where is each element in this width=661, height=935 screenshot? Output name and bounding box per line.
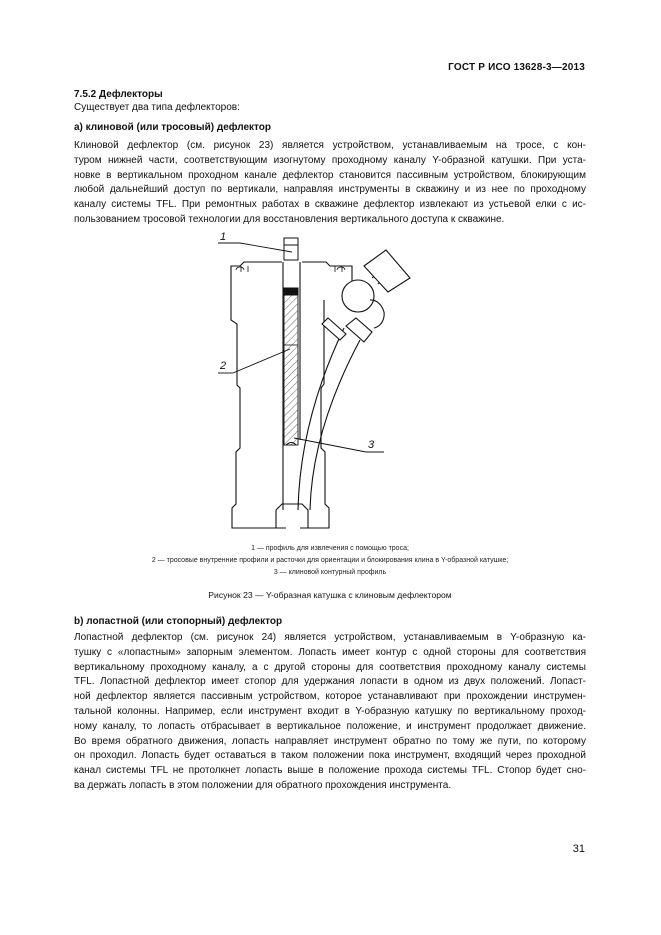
figure-legend-item: 2 — тросовые внутренние профили и расточки для ориентации и блокирования клина в Y-образной катушке; [151, 557, 509, 564]
wedge-hatched-body [284, 295, 298, 445]
subsection-b-title: b) лопастной (или стопорный) дефлектор [74, 616, 283, 627]
paragraph-line: любой дальнейший доступ по вертикали, направляя инструменты в скважину и из нее по проходному [74, 184, 586, 196]
paragraph-line: он проходил. Лопасть будет оставаться в таком положении пока инструмент, входящий через проходной [74, 750, 586, 762]
section-intro: Существует два типа дефлекторов: [74, 102, 240, 113]
paragraph-line: пользованием тросовой технологии для восстановления вертикального доступа к скважине. [74, 213, 505, 225]
subsection-a-title: а) клиновой (или тросовый) дефлектор [74, 122, 272, 133]
subsection-b-paragraph [74, 631, 586, 794]
figure-caption: Рисунок 23 — Y-образная катушка с клиновым дефлектором [208, 590, 452, 600]
callout-label: 3 [368, 439, 375, 451]
figure-legend-item: 3 — клиновой контурный профиль [273, 569, 387, 576]
standard-designation: ГОСТ Р ИСО 13628-3—2013 [448, 62, 585, 73]
paragraph-line: каналу системы TFL. При ремонтных работах в скважине дефлектор извлекают из устьевой елки с ис- [74, 199, 586, 211]
section-title: 7.5.2 Дефлекторы [74, 89, 163, 100]
paragraph-line: ной дефлектор является пассивным устройством, которое устанавливают при прохождении инструмен- [74, 691, 586, 703]
paragraph-line: ва держать лопасть в этом положении для обратного прохождения инструмента. [74, 779, 452, 791]
paragraph-line: ному каналу, то лопасть отбрасывает в вертикальное положение, и инструмент продолжает движение. [74, 720, 586, 732]
callout-leaders [218, 243, 384, 452]
paragraph-line: канал системы TFL не протолкнет лопасть выше в положение прохода системы TFL. Стопор будет сно- [74, 765, 586, 777]
wedge-top-profile [284, 238, 298, 295]
paragraph-line: новке в вертикальном проходном канале дефлектор становится пассивным устройством, блокирующим [74, 169, 586, 181]
paragraph-line: тальной колонны. Например, если инструмент входит в Y-образную катушку по вертикальному проход- [74, 705, 586, 717]
paragraph-line: Во время обратного движения, лопасть направляет инструмент обратно по тому же пути, по которому [74, 735, 586, 747]
paragraph-line: туром нижней части, соответствующим изогнутому проходному каналу Y-образной катушки. При уста- [74, 154, 586, 166]
paragraph-line: TFL. Лопастной дефлектор имеет стопор для удержания лопасти в одном из двух положений. Лопаст- [74, 676, 586, 688]
paragraph-line: Клиновой дефлектор (см. рисунок 23) является устройством, устанавливаемым на тросе, с кон- [74, 140, 586, 151]
page-number: 31 [572, 843, 585, 855]
callout-label: 1 [220, 231, 227, 243]
paragraph-line: тушку с «лопастным» запорным элементом. Лопасть имеет контур с одной стороны для соответствия [74, 646, 586, 658]
figure-legend-item: 1 — профиль для извлечения с помощью троса; [251, 545, 409, 552]
paragraph-line: Лопастной дефлектор (см. рисунок 24) является устройством, устанавливаемым в Y-образную ка- [74, 632, 586, 643]
paragraph-line: вертикальному проходному каналу, а с другой стороны для соответствия проходному каналу системы [74, 661, 586, 673]
angled-valve [322, 250, 410, 342]
callout-label: 2 [220, 360, 227, 372]
